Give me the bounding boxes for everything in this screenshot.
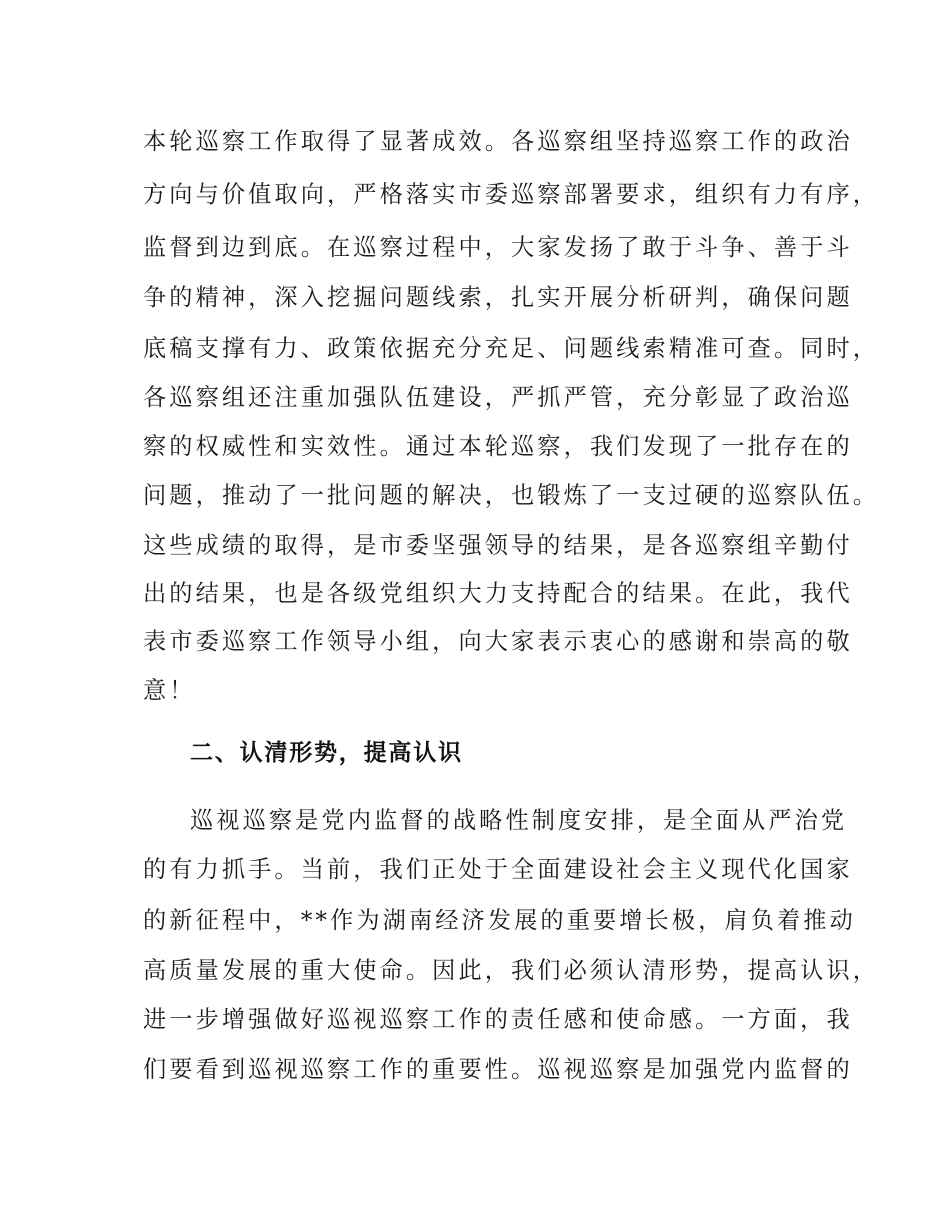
paragraph-line: 底稿支撑有力、政策依据充分充足、问题线索精准可查。同时，	[143, 335, 880, 362]
paragraph-line: 们要看到巡视巡察工作的重要性。巡视巡察是加强党内监督的	[143, 1056, 853, 1083]
paragraph-line: 出的结果，也是各级党组织大力支持配合的结果。在此，我代	[143, 580, 853, 607]
paragraph-line: 巡视巡察是党内监督的战略性制度安排，是全面从严治党	[190, 807, 848, 834]
paragraph-line: 高质量发展的重大使命。因此，我们必须认清形势，提高认识，	[143, 957, 880, 984]
paragraph-line: 问题，推动了一批问题的解决，也锻炼了一支过硬的巡察队伍。	[143, 482, 880, 509]
paragraph-line: 本轮巡察工作取得了显著成效。各巡察组坚持巡察工作的政治	[143, 128, 853, 155]
paragraph-line: 表市委巡察工作领导小组，向大家表示衷心的感谢和崇高的敬	[143, 628, 853, 655]
paragraph-line: 的有力抓手。当前，我们正处于全面建设社会主义现代化国家	[143, 856, 853, 883]
paragraph-line: 意！	[143, 677, 196, 704]
paragraph-line: 方向与价值取向，严格落实市委巡察部署要求，组织有力有序，	[143, 181, 880, 208]
paragraph-line: 察的权威性和实效性。通过本轮巡察，我们发现了一批存在的	[143, 433, 853, 460]
section-heading: 二、认清形势，提高认识	[190, 740, 463, 766]
paragraph-line: 争的精神，深入挖掘问题线索，扎实开展分析研判，确保问题	[143, 284, 853, 311]
paragraph-line: 进一步增强做好巡视巡察工作的责任感和使命感。一方面，我	[143, 1006, 853, 1033]
paragraph-line: 的新征程中，**作为湖南经济发展的重要增长极，肩负着推动	[143, 907, 856, 934]
paragraph-line: 各巡察组还注重加强队伍建设，严抓严管，充分彰显了政治巡	[143, 384, 853, 411]
paragraph-line: 这些成绩的取得，是市委坚强领导的结果，是各巡察组辛勤付	[143, 532, 853, 559]
paragraph-line: 监督到边到底。在巡察过程中，大家发扬了敢于斗争、善于斗	[143, 234, 853, 261]
